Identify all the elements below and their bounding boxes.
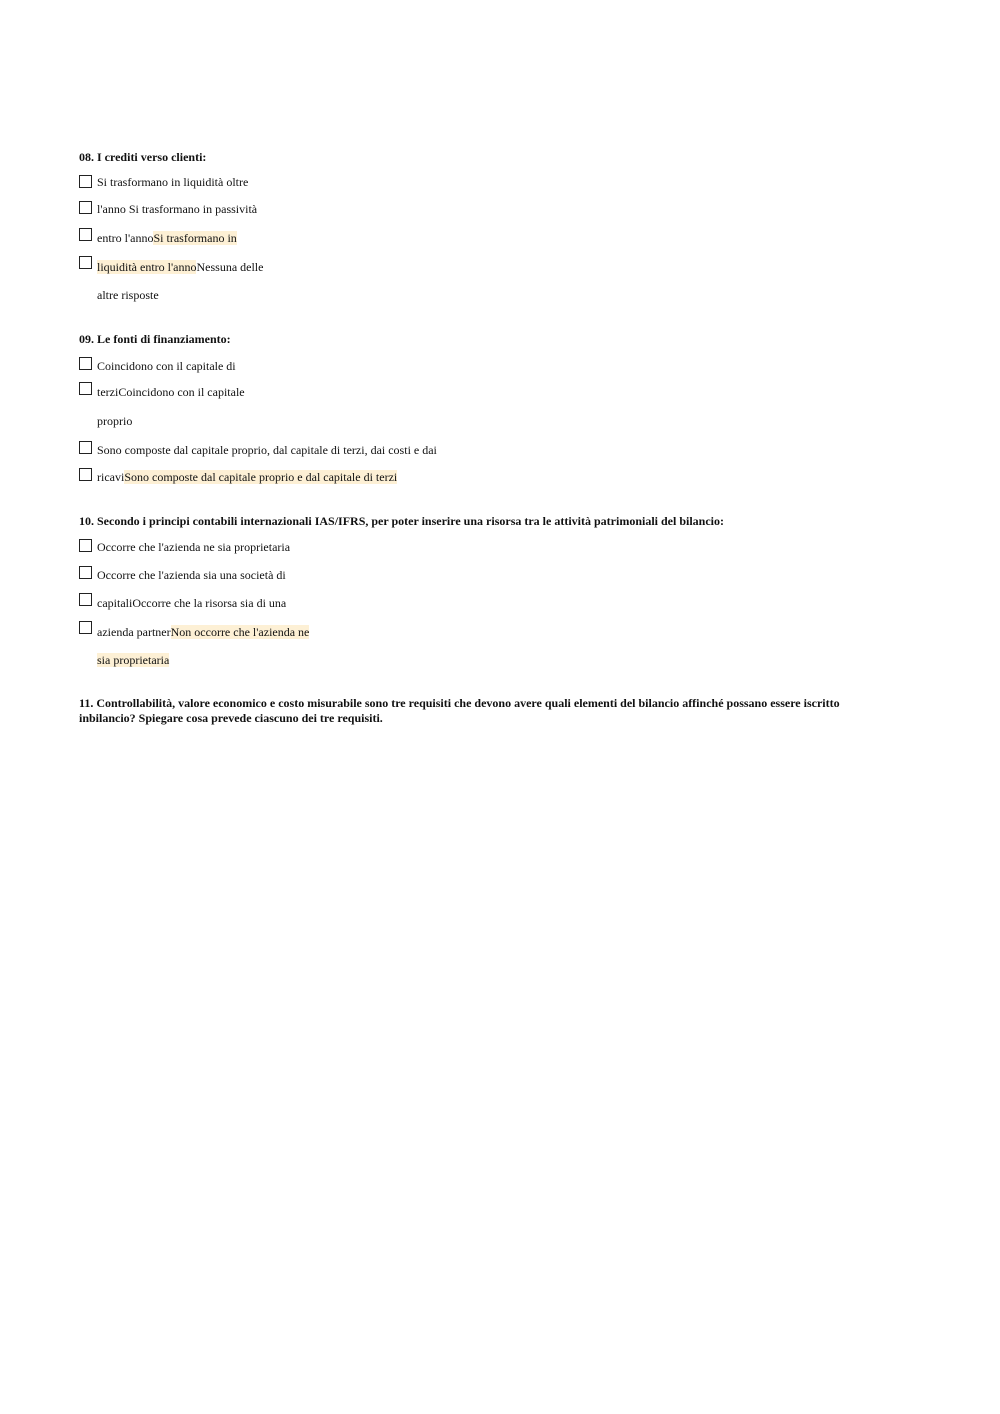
q10-line-2: Occorre che l'azienda sia una società di bbox=[97, 568, 286, 582]
q09-line-4: Sono composte dal capitale proprio, dal capitale di terzi, dai costi e dai bbox=[97, 443, 437, 457]
checkbox-q09-1[interactable] bbox=[79, 357, 92, 370]
checkbox-q08-2[interactable] bbox=[79, 201, 92, 214]
q08-line-4: liquidità entro l'annoNessuna delle bbox=[97, 260, 264, 274]
q09-line-1: Coincidono con il capitale di bbox=[97, 359, 236, 373]
checkbox-q10-3[interactable] bbox=[79, 593, 92, 606]
question-10-title: 10. Secondo i principi contabili internazionali IAS/IFRS, per poter inserire una risorsa tra le attività patrimoniali del bilancio: bbox=[79, 514, 725, 528]
highlighted-answer: Si trasformano in bbox=[153, 231, 237, 245]
checkbox-q08-4[interactable] bbox=[79, 256, 92, 269]
q10-line-4: azienda partnerNon occorre che l'azienda ne bbox=[97, 625, 310, 639]
highlighted-answer: Sono composte dal capitale proprio e dal capitale di terzi bbox=[124, 470, 398, 484]
checkbox-q10-4[interactable] bbox=[79, 621, 92, 634]
question-11-title: 11. Controllabilità, valore economico e costo misurabile sono tre requisiti che devono avere quali elementi del bilancio affinché possano essere iscritto inbilancio? Spiegare cosa prevede ciascuno dei tre requisiti. bbox=[79, 696, 840, 725]
q08-line-5: altre risposte bbox=[97, 288, 159, 302]
q09-line-2: terziCoincidono con il capitale bbox=[97, 385, 245, 399]
checkbox-q08-3[interactable] bbox=[79, 228, 92, 241]
q08-line-2: l'anno Si trasformano in passività bbox=[97, 202, 258, 216]
q10-line-5 bbox=[97, 653, 169, 668]
highlighted-answer: liquidità entro l'anno bbox=[97, 260, 197, 274]
checkbox-q09-4[interactable] bbox=[79, 468, 92, 481]
checkbox-q09-2[interactable] bbox=[79, 382, 92, 395]
q10-line-1: Occorre che l'azienda ne sia proprietaria bbox=[97, 540, 291, 554]
q09-line-5: ricaviSono composte dal capitale proprio e dal capitale di terzi bbox=[97, 470, 398, 484]
q09-line-3: proprio bbox=[97, 414, 133, 428]
question-09-title: 09. Le fonti di finanziamento: bbox=[79, 332, 231, 346]
q08-line-3: entro l'annoSi trasformano in bbox=[97, 231, 237, 245]
highlighted-answer: Non occorre che l'azienda ne bbox=[170, 625, 310, 639]
q10-line-3: capitaliOccorre che la risorsa sia di una bbox=[97, 596, 287, 610]
q08-line-1: Si trasformano in liquidità oltre bbox=[97, 175, 249, 189]
checkbox-q10-2[interactable] bbox=[79, 566, 92, 579]
checkbox-q08-1[interactable] bbox=[79, 175, 92, 188]
checkbox-q10-1[interactable] bbox=[79, 539, 92, 552]
question-08-title: 08. I crediti verso clienti: bbox=[79, 150, 207, 164]
checkbox-q09-3[interactable] bbox=[79, 441, 92, 454]
highlighted-answer: sia proprietaria bbox=[97, 653, 170, 667]
